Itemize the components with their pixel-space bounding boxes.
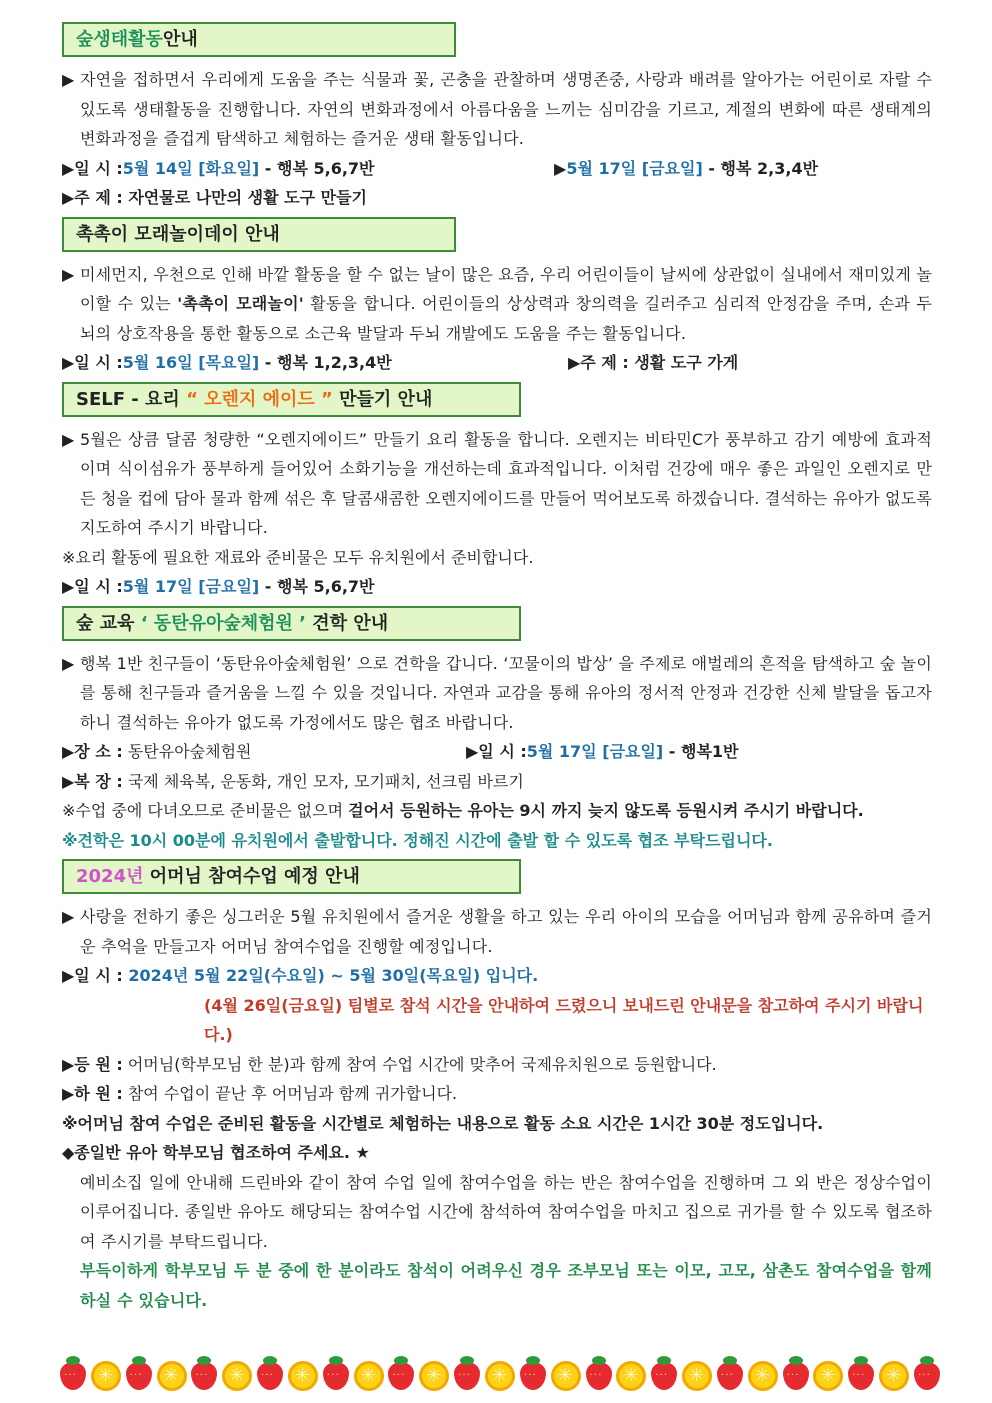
forest-field-trip-section <box>62 606 932 856</box>
section-body: ▶ 자연을 접하면서 우리에게 도움을 주는 식물과 꽃, 곤충을 관찰하며 생명존중, 사랑과 배려를 알아가는 어린이로 자랄 수 있도록 생태활동을 진행합니다. 자연의 변화과정에서 아름다움을 느끼는 심미감을 기르고, 계절의 변화에 따른 생태계의 변화과정을 즐겁게 탐색하고 체험하는 즐거운 생태 활동입니다. <box>62 65 932 154</box>
section-body: ▶ 행복 1반 친구들이 ‘동탄유아숲체험원’ 으로 견학을 갑니다. ‘꼬물이의 밥상’ 을 주제로 애벌레의 흔적을 탐색하고 숲 놀이를 통해 친구들과 즐거움을 느낄 수 있을 것입니다. 자연과 교감을 통해 유아의 정서적 안정과 건강한 신체 발달을 돕고자 하니 결석하는 유아가 없도록 가정에서도 많은 협조 바랍니다. <box>62 649 932 738</box>
sub-green-note: 부득이하게 학부모님 두 분 중에 한 분이라도 참석이 어려우신 경우 조부모님 또는 이모, 고모, 삼촌도 참여수업을 함께 하실 수 있습니다. <box>80 1261 932 1310</box>
arrow-icon: ▶ <box>62 70 75 89</box>
lemon-icon <box>419 1361 449 1391</box>
note-text: ※요리 활동에 필요한 재료와 준비물은 모두 유치원에서 준비합니다. <box>62 547 534 567</box>
strawberry-icon <box>191 1362 217 1390</box>
date-row: ▶일 시 :5월 17일 [금요일] - 행복 5,6,7반 <box>62 577 375 596</box>
strawberry-icon <box>323 1362 349 1390</box>
date-row: ▶일 시 : 2024년 5월 22일(수요일) ~ 5월 30일(목요일) 입니다. <box>62 966 539 985</box>
sub-title: ◆종일반 유아 학부모님 협조하여 주세요. ★ <box>62 1143 370 1162</box>
sub-body: 예비소집 일에 안내해 드린바와 같이 참여 수업 일에 참여수업을 하는 반은 참여수업을 진행하며 그 외 반은 정상수업이 이루어집니다. 종일반 유아도 해당되는 참여수업 시간에 참석하여 참여수업을 마치고 집으로 귀가를 할 수 있도록 협조하여 주시기를 부탁드립니다. <box>80 1172 932 1251</box>
strawberry-icon <box>520 1362 546 1390</box>
topic-row: ▶주 제 : 자연물로 나만의 생활 도구 만들기 <box>62 188 368 207</box>
strawberry-icon <box>454 1362 480 1390</box>
arrow-icon: ▶ <box>62 907 75 926</box>
strawberry-icon <box>783 1362 809 1390</box>
departure-note: ※견학은 10시 00분에 유치원에서 출발합니다. 정해진 시간에 출발 할 수 있도록 협조 부탁드립니다. <box>62 830 773 850</box>
section-title: SELF - 요리 “ 오렌지 에이드 ” 만들기 안내 <box>62 382 521 417</box>
strawberry-icon <box>717 1362 743 1390</box>
lemon-icon <box>485 1361 515 1391</box>
section-title: 숲생태활동안내 <box>62 22 456 57</box>
fruit-border <box>60 1356 940 1396</box>
lemon-icon <box>222 1361 252 1391</box>
parent-class-section <box>62 859 932 1315</box>
lemon-icon <box>813 1361 843 1391</box>
arrow-icon: ▶ <box>62 429 75 449</box>
strawberry-icon <box>388 1362 414 1390</box>
date-note: (4월 26일(금요일) 팀별로 참석 시간을 안내하여 드렸으니 보내드린 안내문을 참고하여 주시기 바랍니다.) <box>204 995 924 1044</box>
strawberry-icon <box>586 1362 612 1390</box>
lemon-icon <box>354 1361 384 1391</box>
section-title: 숲 교육 ‘ 동탄유아숲체험원 ’ 견학 안내 <box>62 606 521 641</box>
strawberry-icon <box>848 1362 874 1390</box>
arrow-icon: ▶ <box>554 158 567 178</box>
lemon-icon <box>682 1361 712 1391</box>
forest-ecology-section <box>62 22 932 213</box>
note-text: ※수업 중에 다녀오므로 준비물은 없으며 걸어서 등원하는 유아는 9시 까지 늦지 않도록 등원시켜 주시기 바랍니다. <box>62 801 864 820</box>
section-title: 2024년 어머님 참여수업 예정 안내 <box>62 859 521 894</box>
section-body: ▶ 미세먼지, 우천으로 인해 바깥 활동을 할 수 없는 날이 많은 요즘, 우리 어린이들이 날씨에 상관없이 실내에서 재미있게 놀이할 수 있는 '촉촉이 모래놀이' 활동을 합니다. 어린이들의 상상력과 창의력을 길러주고 심리적 안정감을 주며, 손과 두뇌의 상호작용을 통한 활동으로 소근육 발달과 두뇌 개발에도 도움을 주는 활동입니다. <box>62 260 932 349</box>
strawberry-icon <box>60 1362 86 1390</box>
departure-row: ▶하 원 : 참여 수업이 끝난 후 어머님과 함께 귀가합니다. <box>62 1084 458 1103</box>
date-row: ▶일 시 :5월 16일 [목요일] - 행복 1,2,3,4반 ▶주 제 : 생활 도구 가게 <box>62 353 739 372</box>
section-body: ▶ 사랑을 전하기 좋은 싱그러운 5월 유치원에서 즐거운 생활을 하고 있는 우리 아이의 모습을 어머님과 함께 공유하며 즐거운 추억을 만들고자 어머님 참여수업을 진행할 예정입니다. <box>62 902 932 961</box>
sand-play-section <box>62 217 932 378</box>
cooking-section <box>62 382 932 602</box>
place-date-row: ▶장 소 : 동탄유아숲체험원 ▶일 시 :5월 17일 [금요일] - 행복1반 <box>62 742 739 761</box>
lemon-icon <box>91 1361 121 1391</box>
strawberry-icon <box>126 1362 152 1390</box>
arrow-icon: ▶ <box>62 264 75 284</box>
arrival-row: ▶등 원 : 어머님(학부모님 한 분)과 함께 참여 수업 시간에 맞추어 국제유치원으로 등원합니다. <box>62 1054 717 1074</box>
lemon-icon <box>879 1361 909 1391</box>
arrow-icon: ▶ <box>62 653 75 673</box>
newsletter-page <box>62 22 932 1319</box>
strawberry-icon <box>651 1362 677 1390</box>
lemon-icon <box>748 1361 778 1391</box>
section-body: ▶ 5월은 상큼 달콤 청량한 “오렌지에이드” 만들기 요리 활동을 합니다. 오렌지는 비타민C가 풍부하고 감기 예방에 효과적이며 식이섬유가 풍부하게 들어있어 소화기능을 개선하는데 효과적입니다. 이처럼 건강에 매우 좋은 과일인 오렌지로 만든 청을 컵에 담아 물과 함께 섞은 후 달콤새콤한 오렌지에이드를 만들어 먹어보도록 하겠습니다. 결석하는 유아가 없도록 지도하여 주시기 바랍니다. <box>62 425 932 543</box>
lemon-icon <box>288 1361 318 1391</box>
section-title: 촉촉이 모래놀이데이 안내 <box>62 217 456 252</box>
note-text: ※어머님 참여 수업은 준비된 활동을 시간별로 체험하는 내용으로 활동 소요 시간은 1시간 30분 정도입니다. <box>62 1113 824 1133</box>
strawberry-icon <box>257 1362 283 1390</box>
lemon-icon <box>551 1361 581 1391</box>
date-row: ▶일 시 :5월 14일 [화요일] - 행복 5,6,7반 ▶5월 17일 [금요일] - 행복 2,3,4반 <box>62 158 819 178</box>
dress-row: ▶복 장 : 국제 체육복, 운동화, 개인 모자, 모기패치, 선크림 바르기 <box>62 771 524 791</box>
lemon-icon <box>616 1361 646 1391</box>
lemon-icon <box>157 1361 187 1391</box>
strawberry-icon <box>914 1362 940 1390</box>
